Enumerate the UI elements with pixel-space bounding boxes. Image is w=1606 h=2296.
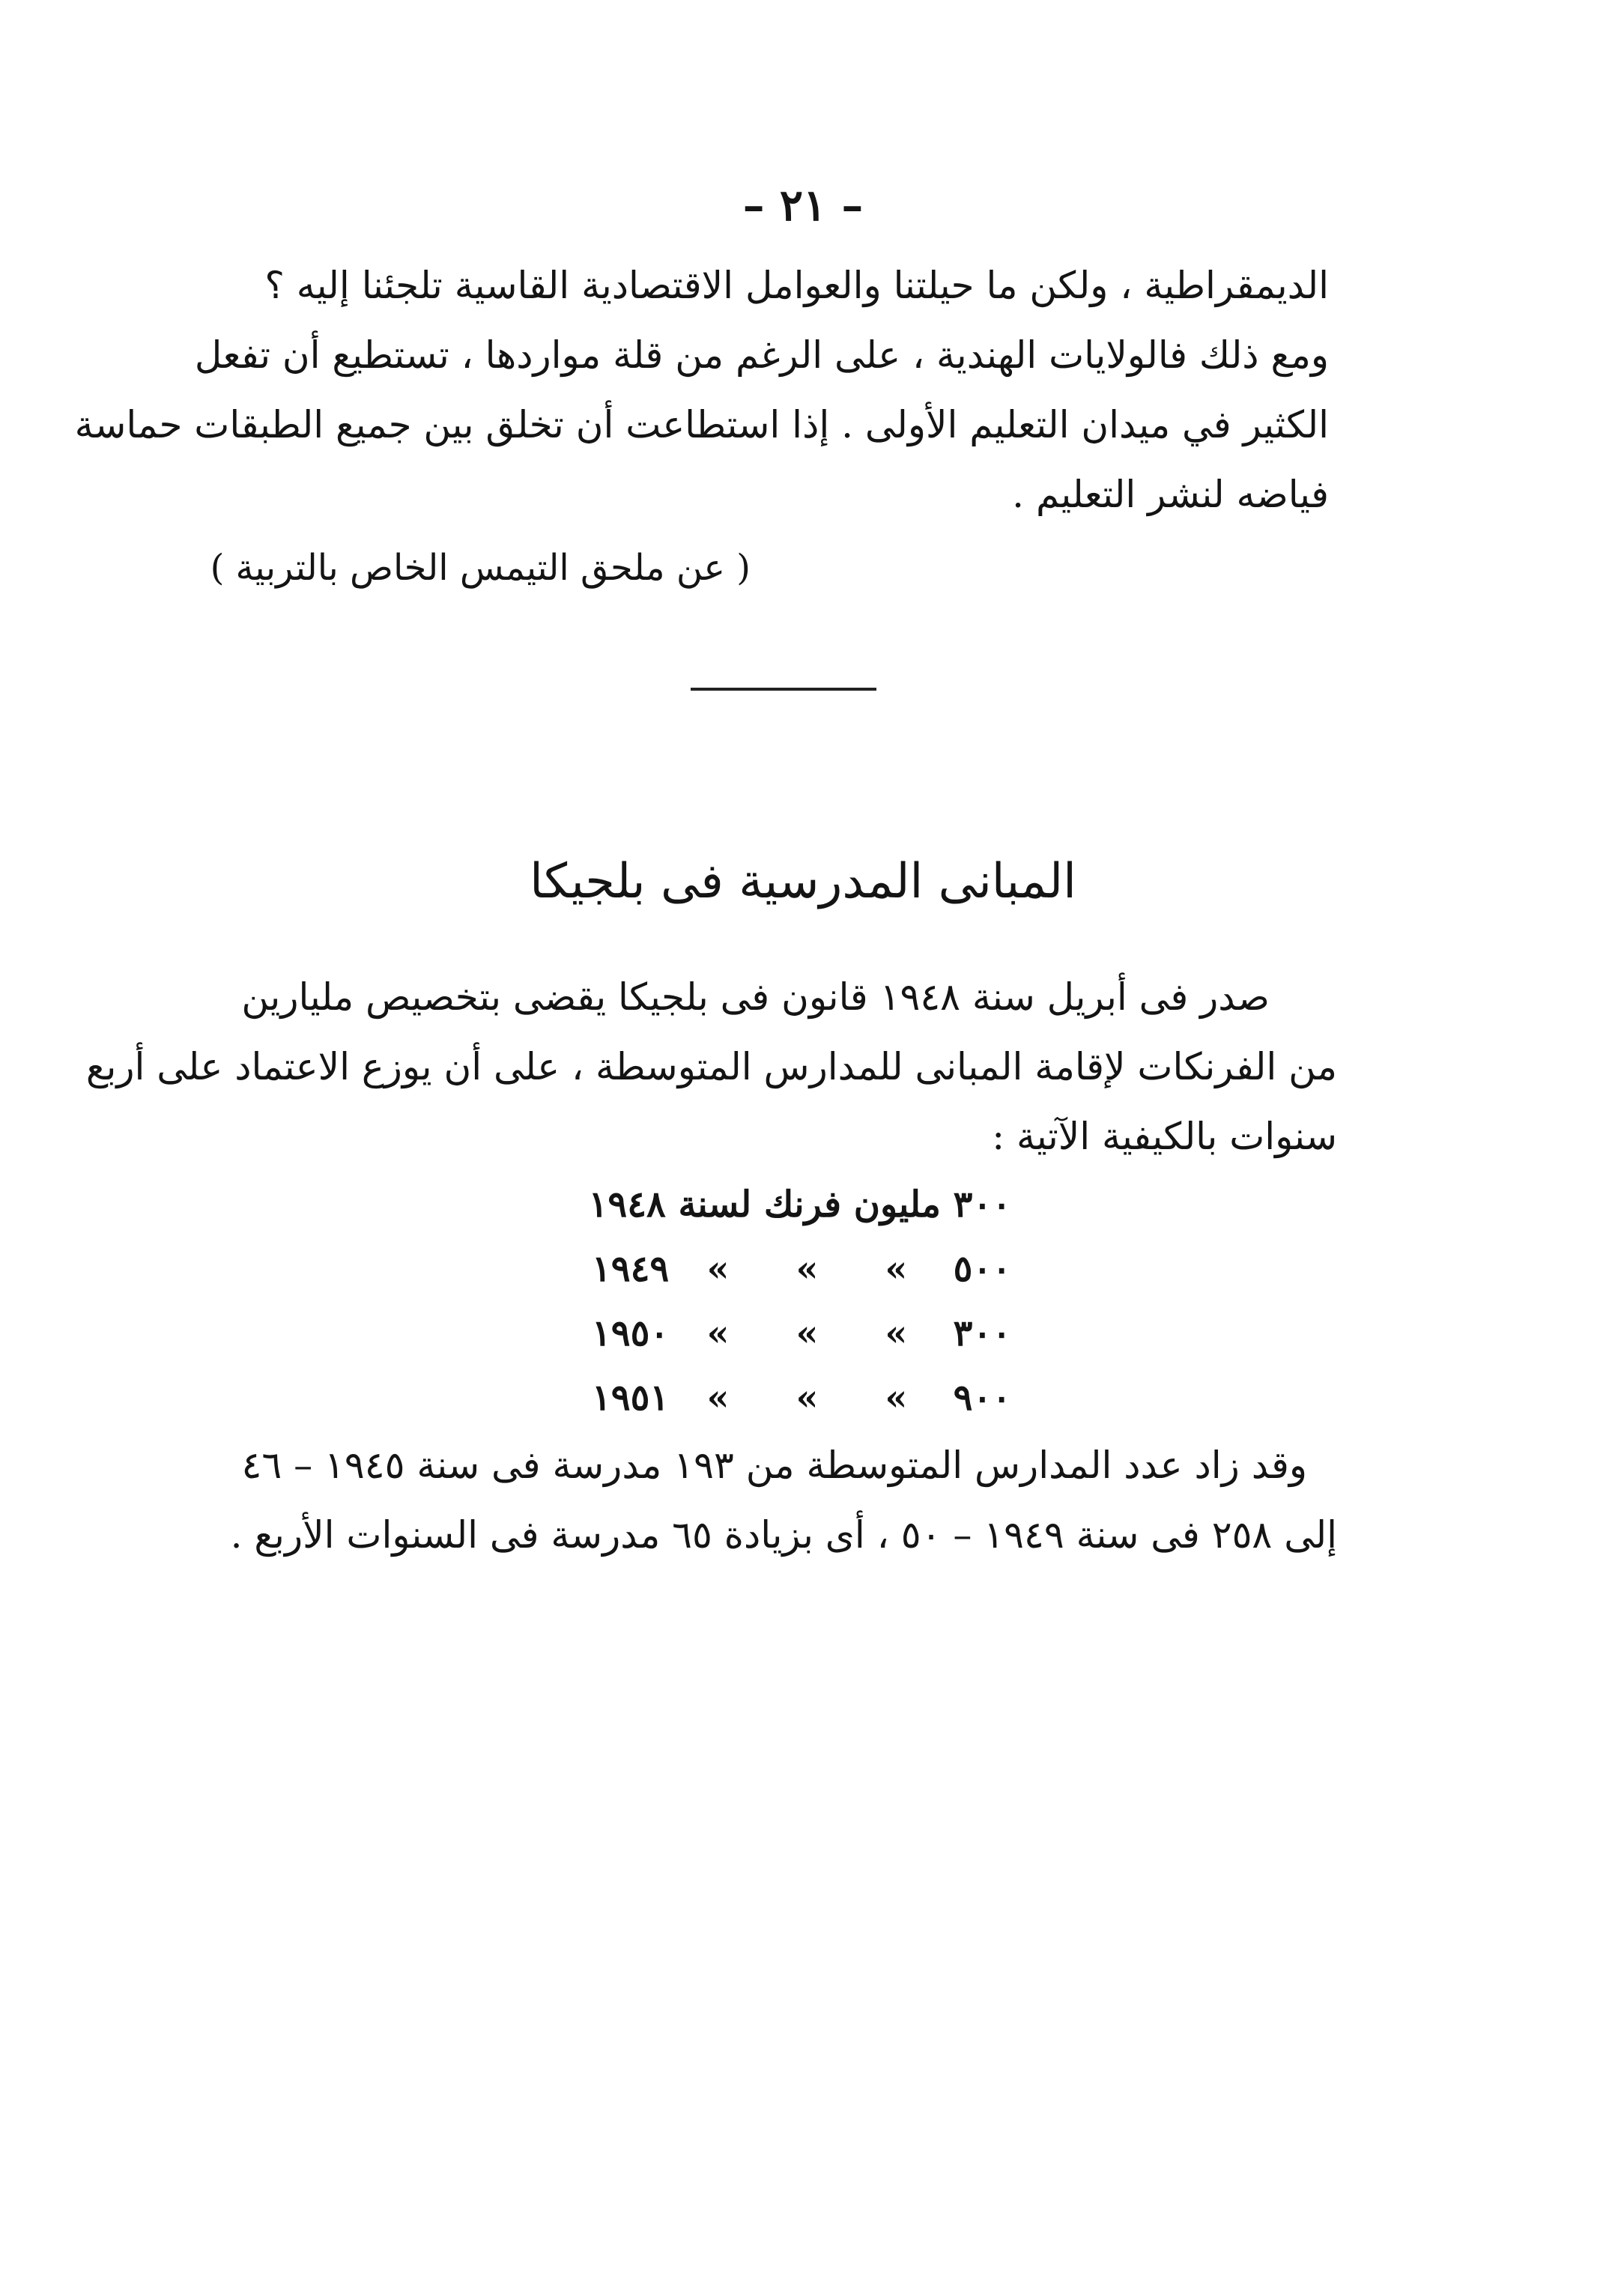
intro-paragraph <box>85 963 1337 1172</box>
ditto-mark: » <box>796 1248 819 1290</box>
ditto-mark: » <box>885 1377 908 1419</box>
ditto-mark: » <box>706 1248 730 1290</box>
budget-amount: ٣٠٠ <box>953 1312 1011 1354</box>
budget-row <box>592 1301 1011 1366</box>
budget-table <box>588 1172 1011 1430</box>
budget-year: ١٩٤٩ <box>592 1248 670 1290</box>
section-divider <box>691 688 876 691</box>
closing-paragraph <box>230 1431 1337 1570</box>
budget-row <box>592 1366 1011 1430</box>
text-line: صدر فى أبريل سنة ١٩٤٨ قانون فى بلجيكا يقضى بتخصيص مليارين <box>241 975 1270 1019</box>
ditto-mark: » <box>885 1312 908 1354</box>
ditto-mark: » <box>706 1312 730 1354</box>
ditto-mark: » <box>885 1248 908 1290</box>
source-citation: ( عن ملحق التيمس الخاص بالتربية ) <box>210 547 751 589</box>
ditto-mark: » <box>796 1377 819 1419</box>
budget-row <box>588 1172 1011 1237</box>
text-line: ومع ذلك فالولايات الهندية ، على الرغم من قلة مواردها ، تستطيع أن تفعل <box>194 333 1329 377</box>
budget-year: ١٩٥٠ <box>592 1312 670 1354</box>
budget-row <box>592 1237 1011 1301</box>
budget-amount: ٥٠٠ <box>953 1248 1011 1290</box>
section-title: المبانى المدرسية فى بلجيكا <box>530 854 1076 909</box>
budget-amount: ٩٠٠ <box>953 1377 1011 1419</box>
text-line: وقد زاد عدد المدارس المتوسطة من ١٩٣ مدرسة فى سنة ١٩٤٥ – ٤٦ <box>241 1444 1307 1487</box>
text-line: من الفرنكات لإقامة المبانى للمدارس المتوسطة ، على أن يوزع الاعتماد على أربع <box>85 1045 1337 1088</box>
budget-year: ١٩٥١ <box>592 1377 670 1419</box>
ditto-mark: » <box>796 1312 819 1354</box>
budget-row-text: ٣٠٠ مليون فرنك لسنة ١٩٤٨ <box>588 1184 1011 1226</box>
ditto-mark: » <box>706 1377 730 1419</box>
text-line: إلى ٢٥٨ فى سنة ١٩٤٩ – ٥٠ ، أى بزيادة ٦٥ مدرسة فى السنوات الأربع . <box>230 1513 1337 1557</box>
text-line: فياضه لنشر التعليم . <box>1012 473 1329 516</box>
page-number: – ٢١ – <box>742 180 864 231</box>
text-line: سنوات بالكيفية الآتية : <box>992 1115 1337 1158</box>
text-line: الديمقراطية ، ولكن ما حيلتنا والعوامل الاقتصادية القاسية تلجئنا إليه ؟ <box>264 264 1329 307</box>
top-paragraph <box>74 251 1329 530</box>
text-line: الكثير في ميدان التعليم الأولى . إذا استطاعت أن تخلق بين جميع الطبقات حماسة <box>74 403 1329 446</box>
